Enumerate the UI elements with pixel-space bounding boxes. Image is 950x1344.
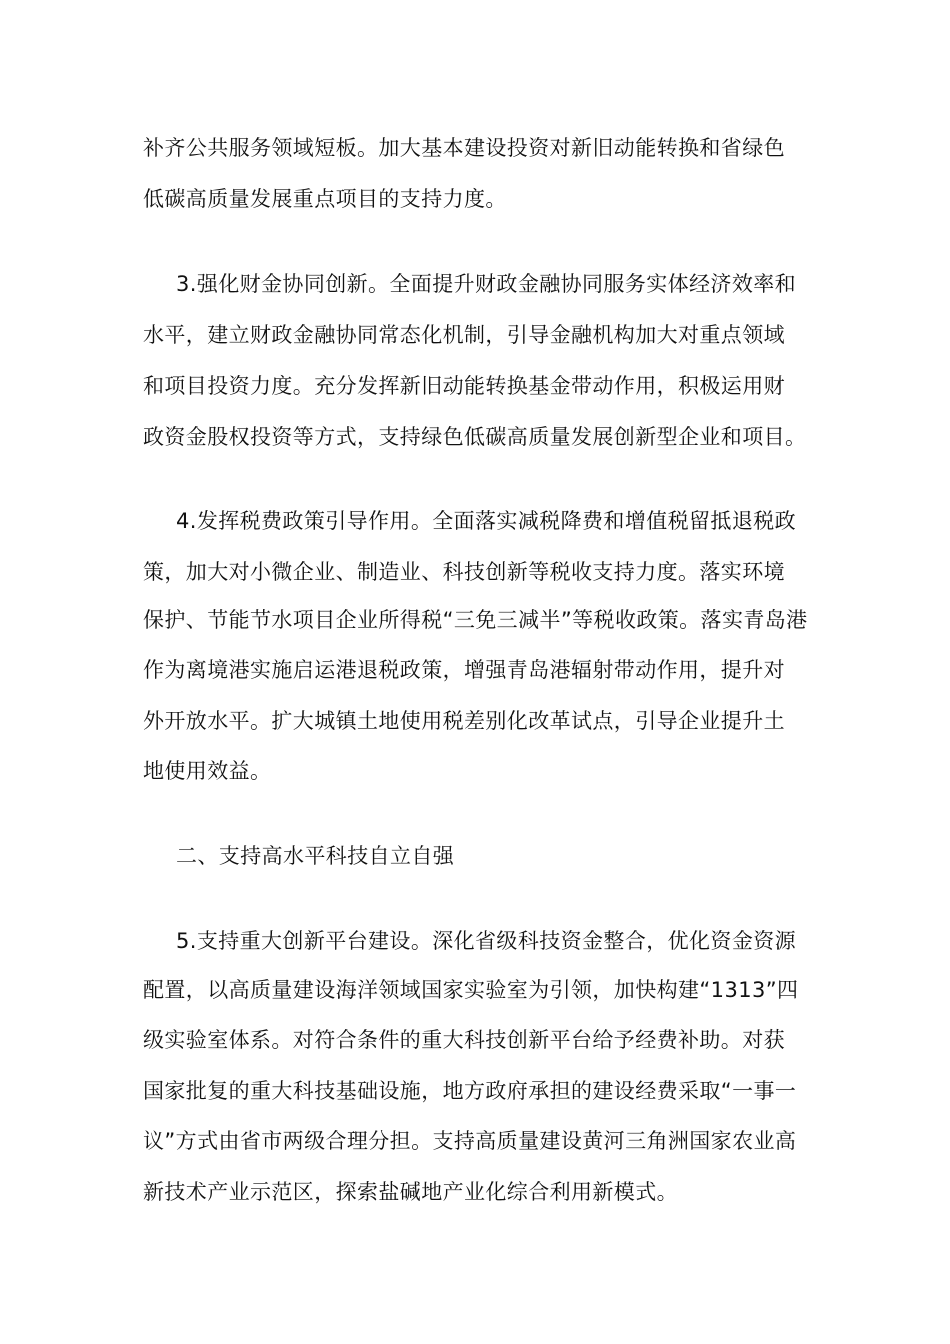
paragraph-line: 和项目投资力度。充分发挥新旧动能转换基金带动作用，积极运用财 [143, 374, 785, 398]
paragraph-line: 3.强化财金协同创新。全面提升财政金融协同服务实体经济效率和 [176, 272, 797, 296]
paragraph-line: 议”方式由省市两级合理分担。支持高质量建设黄河三角洲国家农业高 [143, 1129, 797, 1153]
paragraph-line: 策，加大对小微企业、制造业、科技创新等税收支持力度。落实环境 [143, 560, 785, 584]
paragraph-line: 国家批复的重大科技基础设施，地方政府承担的建设经费采取“一事一 [143, 1079, 797, 1103]
paragraph-line: 地使用效益。 [143, 759, 272, 783]
paragraph-line: 补齐公共服务领域短板。加大基本建设投资对新旧动能转换和省绿色 [143, 136, 785, 160]
paragraph-line: 级实验室体系。对符合条件的重大科技创新平台给予经费补助。对获 [143, 1028, 785, 1052]
paragraph-line: 政资金股权投资等方式，支持绿色低碳高质量发展创新型企业和项目。 [143, 425, 807, 449]
paragraph-line: 外开放水平。扩大城镇土地使用税差别化改革试点，引导企业提升土 [143, 709, 785, 733]
paragraph-line: 低碳高质量发展重点项目的支持力度。 [143, 187, 507, 211]
paragraph-line: 水平，建立财政金融协同常态化机制，引导金融机构加大对重点领域 [143, 323, 785, 347]
paragraph-line: 作为离境港实施启运港退税政策，增强青岛港辐射带动作用，提升对 [143, 658, 785, 682]
paragraph-line: 新技术产业示范区，探索盐碱地产业化综合利用新模式。 [143, 1180, 678, 1204]
paragraph-line: 4.发挥税费政策引导作用。全面落实减税降费和增值税留抵退税政 [176, 509, 797, 533]
section-heading: 二、支持高水平科技自立自强 [176, 844, 455, 868]
paragraph-line: 配置，以高质量建设海洋领域国家实验室为引领，加快构建“1313”四 [143, 978, 799, 1002]
paragraph-line: 保护、节能节水项目企业所得税“三免三减半”等税收政策。落实青岛港 [143, 608, 808, 632]
paragraph-line: 5.支持重大创新平台建设。深化省级科技资金整合，优化资金资源 [176, 929, 797, 953]
